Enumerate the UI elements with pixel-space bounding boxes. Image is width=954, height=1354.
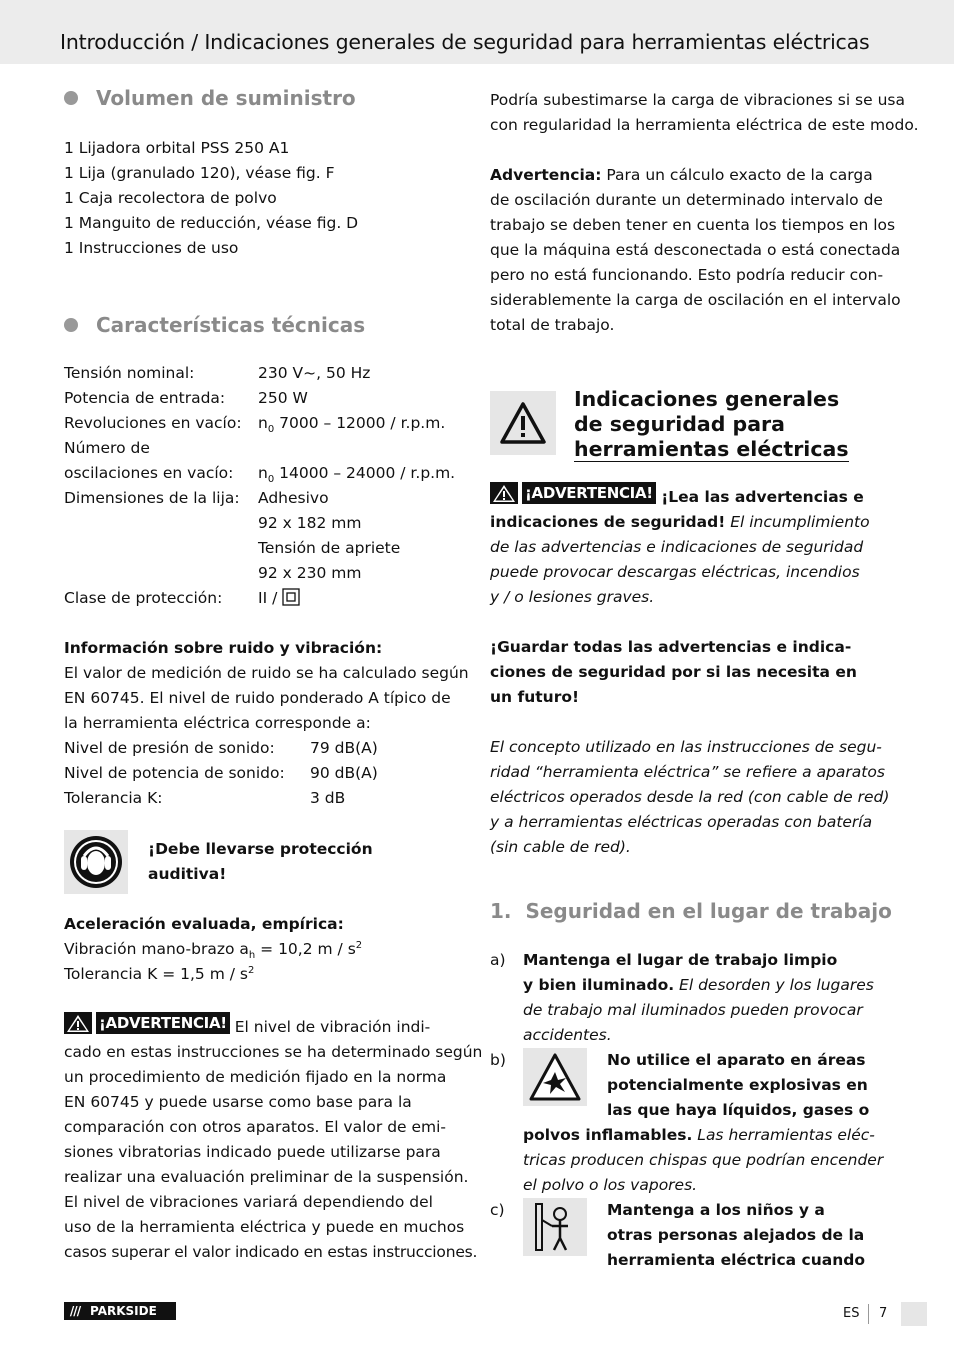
intro-text: Podría subestimarse la carga de vibraciones si se usa [490, 91, 905, 109]
keep-text: ¡Guardar todas las advertencias e indica- [490, 638, 852, 656]
noise-text: la herramienta eléctrica corresponde a: [64, 714, 371, 732]
advert-text: siderablemente la carga de oscilación en el intervalo [490, 291, 901, 309]
item-body [523, 1048, 894, 1198]
item-italic: accidentes. [523, 1026, 612, 1044]
spec-row [64, 486, 466, 511]
warning-italic: de las advertencias e indicaciones de seguridad [490, 538, 864, 556]
spec-key [64, 511, 258, 536]
advert-text: trabajo se deben tener en cuenta los tiempos en los [490, 216, 896, 234]
item-bold: Mantenga a los niños y a [607, 1201, 825, 1219]
item-italic: Las herramientas eléc- [692, 1126, 875, 1144]
page-number: 7 [879, 1306, 888, 1321]
spec-row [64, 461, 466, 486]
page-tab-marker [901, 1302, 927, 1326]
spec-row [64, 436, 466, 461]
spec-row [64, 361, 466, 386]
keep-text: ciones de seguridad por si las necesita en [490, 663, 857, 681]
spec-key [64, 561, 258, 586]
list-item: 1 Lijadora orbital PSS 250 A1 [64, 139, 290, 157]
warning-text: El nivel de vibraciones variará dependiendo del [64, 1193, 433, 1211]
section-title-text: Seguridad en el lugar de trabajo [525, 899, 892, 923]
spec-key: Tensión nominal: [64, 364, 195, 382]
concept-text: eléctricos operados desde la red (con cable de red) [490, 788, 890, 806]
noise-value: 79 dB(A) [310, 739, 378, 757]
noise-key: Nivel de presión de sonido: [64, 739, 275, 757]
spec-value: 250 W [258, 389, 308, 407]
warning2-line [490, 510, 894, 535]
noise-row [64, 736, 466, 761]
section-1-title [490, 895, 894, 927]
heading-line: Indicaciones generales [574, 387, 840, 411]
spec-table [64, 361, 466, 611]
spec-value [258, 586, 300, 611]
explosion-hazard-icon [523, 1048, 587, 1106]
spec-key: Revoluciones en vacío: [64, 414, 242, 432]
warning-text: El nivel de vibración indi- [229, 1018, 431, 1036]
page-header [0, 0, 954, 64]
spec-value: 92 x 182 mm [258, 514, 362, 532]
spec-row [64, 561, 466, 586]
item-bold: herramienta eléctrica cuando [607, 1251, 865, 1269]
spec-value-text: 14000 – 24000 / r.p.m. [279, 464, 456, 482]
item-label: c) [490, 1201, 505, 1219]
keep-children-away-icon [523, 1198, 587, 1256]
concept-text: El concepto utilizado en las instrucciones de segu- [490, 738, 882, 756]
n-symbol: n [258, 464, 268, 482]
spec-value-text: II / [258, 589, 283, 607]
warning-text: uso de la herramienta eléctrica y puede en muchos [64, 1218, 465, 1236]
spec-key: Potencia de entrada: [64, 389, 226, 407]
accel-line [64, 962, 466, 987]
warning-badge [490, 482, 656, 504]
noise-row [64, 786, 466, 811]
logo-slashes-icon: /// [69, 1304, 81, 1318]
item-c [490, 1198, 894, 1273]
concept-text: (sin cable de red). [490, 838, 631, 856]
warning-text: casos superar el valor indicado en estas instrucciones. [64, 1243, 478, 1261]
advert-text: que la máquina está desconectada o está conectada [490, 241, 901, 259]
right-column [490, 88, 919, 1273]
brand-name: PARKSIDE [90, 1304, 157, 1318]
item-bold: potencialmente explosivas en [607, 1076, 868, 1094]
accel-text: Tolerancia K = 1,5 m / s [64, 965, 248, 983]
warning-triangle-icon [490, 391, 556, 455]
noise-key: Nivel de potencia de sonido: [64, 764, 285, 782]
item-bold: las que haya líquidos, gases o [607, 1101, 870, 1119]
spec-value [258, 411, 445, 436]
item-italic: El desorden y los lugares [674, 976, 874, 994]
list-item: 1 Caja recolectora de polvo [64, 189, 277, 207]
warning-triangle-icon [490, 482, 518, 504]
warning-text: realizar una evaluación preliminar de la suspensión. [64, 1168, 469, 1186]
warning-label: ¡ADVERTENCIA! [522, 482, 656, 504]
spec-value: 92 x 230 mm [258, 564, 362, 582]
bullet-icon [64, 91, 78, 105]
section-number: 1. [490, 899, 512, 923]
warning-paragraph [64, 1012, 466, 1040]
item-bold: y bien iluminado. [523, 976, 675, 994]
n-sub: 0 [267, 474, 275, 486]
item-italic: tricas producen chispas que podrían encender [523, 1151, 884, 1169]
n-sub: 0 [267, 424, 275, 436]
spec-key: Clase de protección: [64, 589, 223, 607]
warning-text: siones vibratorias indicado puede utilizarse para [64, 1143, 441, 1161]
list-item: 1 Instrucciones de uso [64, 239, 239, 257]
spec-key: oscilaciones en vacío: [64, 464, 234, 482]
item-italic: el polvo o los vapores. [523, 1176, 698, 1194]
language-code: ES [843, 1306, 860, 1321]
accel-sup: 2 [247, 964, 255, 976]
parkside-logo [64, 1302, 176, 1320]
spec-key: Dimensiones de la lija: [64, 489, 240, 507]
item-italic: de trabajo mal iluminados pueden provocar [523, 1001, 863, 1019]
section-title-text: Características técnicas [96, 313, 366, 337]
spec-key: Número de [64, 439, 150, 457]
item-bold: Mantenga el lugar de trabajo limpio [523, 951, 838, 969]
noise-text: EN 60745. El nivel de ruido ponderado A típico de [64, 689, 451, 707]
section-supply-title [64, 82, 466, 114]
concept-text: y a herramientas eléctricas operadas con batería [490, 813, 873, 831]
footer-divider [868, 1304, 869, 1324]
keep-text: un futuro! [490, 688, 580, 706]
ear-protection-text [148, 837, 373, 887]
advert-text: de oscilación durante un determinado intervalo de [490, 191, 883, 209]
spec-row [64, 511, 466, 536]
spec-row [64, 411, 466, 436]
accel-text: Vibración mano-brazo a [64, 940, 249, 958]
safety-heading-text [574, 387, 849, 462]
warning-text: un procedimiento de medición fijado en la norma [64, 1068, 447, 1086]
section-tech-title [64, 309, 466, 341]
left-column [64, 82, 483, 1265]
item-bold: otras personas alejados de la [607, 1226, 865, 1244]
heading-line: herramientas eléctricas [574, 437, 849, 461]
warning-bold: indicaciones de seguridad! [490, 513, 726, 531]
heading-line: de seguridad para [574, 412, 785, 436]
warning-italic: puede provocar descargas eléctricas, incendios [490, 563, 860, 581]
warning-badge [64, 1012, 230, 1034]
warning-bold: ¡Lea las advertencias e [655, 488, 864, 506]
bullet-icon [64, 318, 78, 332]
noise-text: El valor de medición de ruido se ha calculado según [64, 664, 469, 682]
warning-text: cado en estas instrucciones se ha determinado según [64, 1043, 483, 1061]
spec-value: 230 V~, 50 Hz [258, 364, 371, 382]
warning-triangle-icon [64, 1012, 92, 1034]
item-a [490, 948, 894, 1048]
advert-paragraph [490, 163, 894, 188]
protection-class-icon [282, 588, 300, 606]
spec-row [64, 536, 466, 561]
page-title: Introducción / Indicaciones generales de seguridad para herramientas eléctricas [60, 30, 870, 54]
accel-sub: h [248, 950, 256, 962]
ear-line: auditiva! [148, 865, 227, 883]
item-bold: polvos inflamables. [523, 1126, 693, 1144]
advert-bold: Advertencia: [490, 166, 602, 184]
accel-sup: 2 [355, 939, 363, 951]
ear-line: ¡Debe llevarse protección [148, 840, 373, 858]
item-b [490, 1048, 894, 1198]
item-label: a) [490, 951, 506, 969]
item-label: b) [490, 1051, 506, 1069]
list-item: 1 Manguito de reducción, véase fig. D [64, 214, 359, 232]
noise-row [64, 761, 466, 786]
ear-protection-icon [64, 830, 128, 894]
accel-line [64, 937, 466, 962]
spec-value-text: 7000 – 12000 / r.p.m. [279, 414, 446, 432]
spec-row [64, 386, 466, 411]
noise-title: Información sobre ruido y vibración: [64, 639, 383, 657]
warning-label: ¡ADVERTENCIA! [96, 1012, 230, 1034]
safety-heading [490, 387, 894, 462]
section-title-text: Volumen de suministro [96, 86, 356, 110]
accel-title: Aceleración evaluada, empírica: [64, 915, 344, 933]
item-body [523, 948, 894, 1048]
list-item: 1 Lija (granulado 120), véase fig. F [64, 164, 335, 182]
warning-italic: El incumplimiento [725, 513, 870, 531]
intro-text: con regularidad la herramienta eléctrica de este modo. [490, 116, 919, 134]
supply-list [64, 136, 466, 261]
spec-value: Tensión de apriete [258, 539, 401, 557]
spec-value [258, 461, 455, 486]
warning-text: EN 60745 y puede usarse como base para la [64, 1093, 412, 1111]
spec-row [64, 586, 466, 611]
noise-value: 90 dB(A) [310, 764, 378, 782]
advert-text: total de trabajo. [490, 316, 615, 334]
noise-value: 3 dB [310, 789, 346, 807]
concept-text: ridad “herramienta eléctrica” se refiere a aparatos [490, 763, 885, 781]
warning-italic: y / o lesiones graves. [490, 588, 655, 606]
item-bold: No utilice el aparato en áreas [607, 1051, 866, 1069]
item-body [523, 1198, 894, 1273]
spec-key [64, 536, 258, 561]
warning-text: comparación con otros aparatos. El valor de emi- [64, 1118, 447, 1136]
n-symbol: n [258, 414, 268, 432]
advert-text: Para un cálculo exacto de la carga [601, 166, 873, 184]
warning2-paragraph [490, 482, 894, 510]
accel-text: = 10,2 m / s [255, 940, 356, 958]
ear-protection-notice [64, 830, 466, 894]
noise-key: Tolerancia K: [64, 789, 163, 807]
advert-text: pero no está funcionando. Esto podría reducir con- [490, 266, 884, 284]
spec-value: Adhesivo [258, 489, 329, 507]
